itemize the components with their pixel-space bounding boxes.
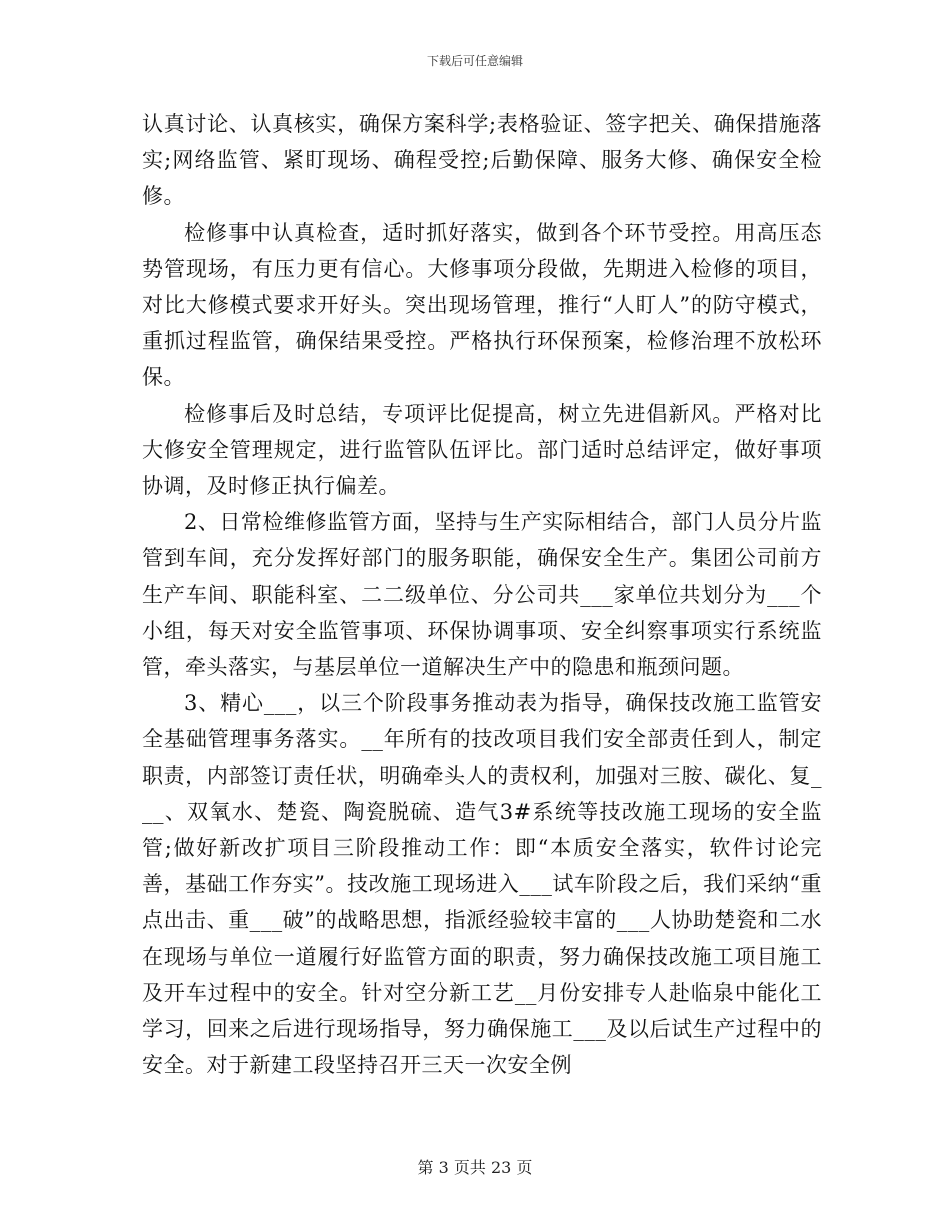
document-body — [142, 106, 822, 1083]
paragraph-1: 认真讨论、认真核实，确保方案科学;表格验证、签字把关、确保措施落实;网络监管、紧盯现场、确程受控;后勤保障、服务大修、确保安全检修。 — [142, 112, 822, 209]
paragraph-3: 检修事后及时总结，专项评比促提高，树立先进倡新风。严格对比大修安全管理规定，进行监管队伍评比。部门适时总结评定，做好事项协调，及时修正执行偏差。 — [142, 401, 822, 499]
page-header: 下载后可任意编辑 — [426, 54, 523, 68]
paragraph-5: 3、精心___，以三个阶段事务推动表为指导，确保技改施工监管安全基础管理事务落实。__年所有的技改项目我们安全部责任到人，制定职责，内部签订责任状，明确牵头人的责权利，加强对三胺、碳化、复___、双氧水、楚瓷、陶瓷脱硫、造气3#系统等技改施工现场的安全监管;做好新改扩项目三阶段推动工作：即“本质安全落实，软件讨论完善，基础工作夯实”。技改施工现场进入___试车阶段之后，我们采纳“重点出击、重___破”的战略思想，指派经验较丰富的___人协助楚瓷和二水在现场与单位一道履行好监管方面的职责，努力确保技改施工项目施工及开车过程中的安全。针对空分新工艺__月份安排专人赴临泉中能化工学习，回来之后进行现场指导，努力确保施工___及以后试生产过程中的安全。对于新建工段坚持召开三天一次安全例 — [142, 691, 822, 1078]
page-number-footer: 第 3 页共 23 页 — [417, 1158, 533, 1177]
paragraph-2: 检修事中认真检查，适时抓好落实，做到各个环节受控。用高压态势管现场，有压力更有信心。大修事项分段做，先期进入检修的项目，对比大修模式要求开好头。突出现场管理，推行“人盯人”的防守模式，重抓过程监管，确保结果受控。严格执行环保预案，检修治理不放松环保。 — [142, 220, 822, 390]
paragraph-4: 2、日常检维修监管方面，坚持与生产实际相结合，部门人员分片监管到车间，充分发挥好部门的服务职能，确保安全生产。集团公司前方生产车间、职能科室、二二级单位、分公司共___家单位共划分为___个小组，每天对安全监管事项、环保协调事项、安全纠察事项实行系统监管，牵头落实，与基层单位一道解决生产中的隐患和瓶颈问题。 — [142, 510, 822, 680]
